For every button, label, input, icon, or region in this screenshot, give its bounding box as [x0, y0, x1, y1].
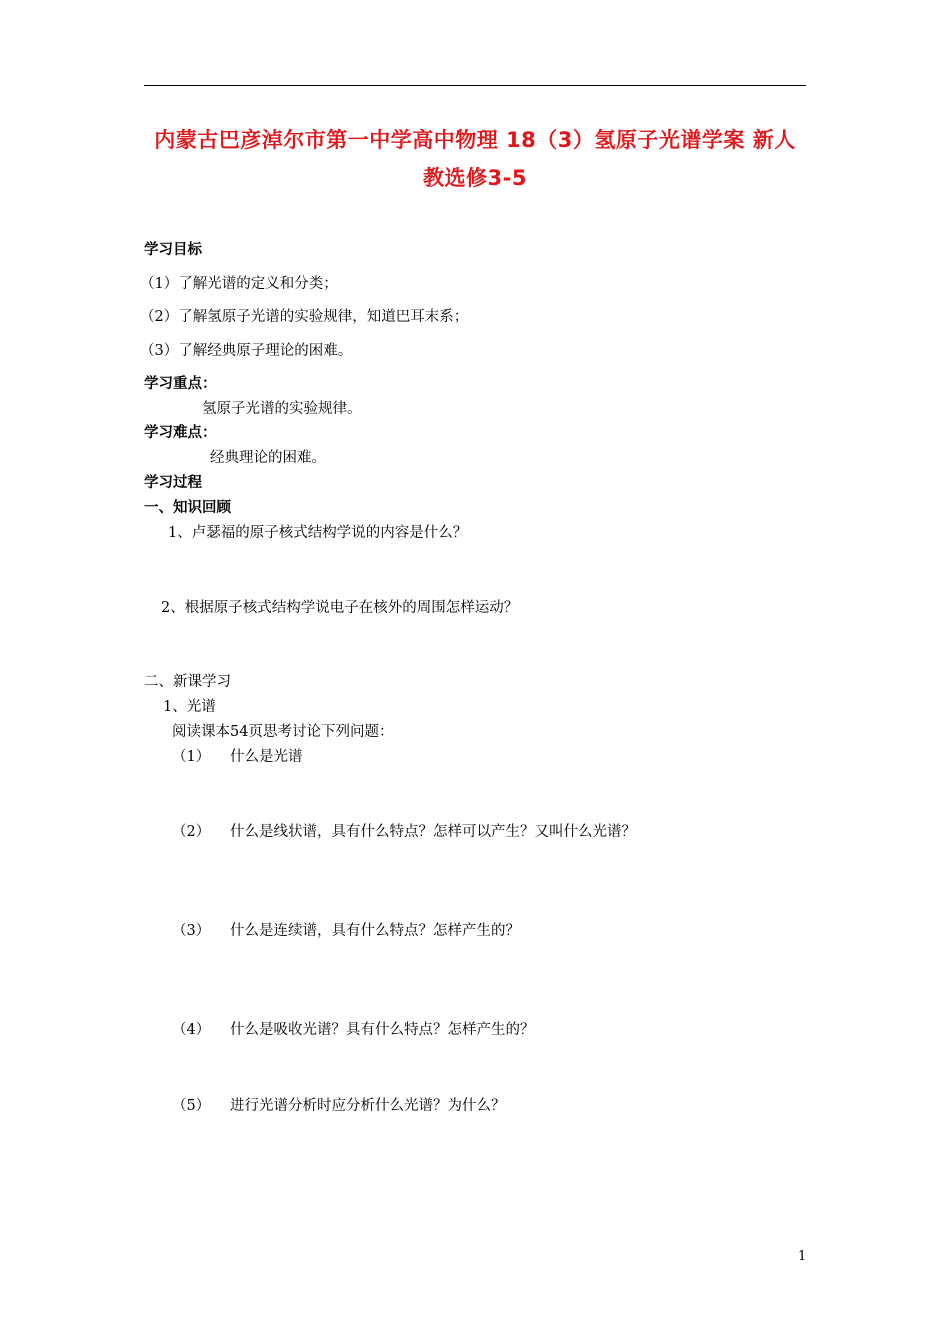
header-rule: [144, 85, 806, 86]
lesson-question-3-text: 什么是连续谱，具有什么特点？怎样产生的？: [230, 923, 520, 939]
lesson-question-1: [172, 745, 303, 766]
document-title-line-2: 教选修3-5: [423, 166, 527, 190]
lesson-question-4-number: （4）: [172, 1022, 211, 1038]
reading-instruction: 阅读课本54页思考讨论下列问题：: [172, 724, 394, 740]
objectives-heading: 学习目标: [144, 242, 202, 258]
lesson-question-1-text: 什么是光谱: [230, 749, 303, 765]
spectrum-subheading: 1、光谱: [163, 699, 216, 715]
lesson-question-4: [172, 1018, 535, 1039]
lesson-question-4-text: 什么是吸收光谱？具有什么特点？怎样产生的？: [230, 1022, 535, 1038]
process-heading: 学习过程: [144, 475, 202, 491]
objective-item-1: （1）了解光谱的定义和分类；: [140, 276, 338, 292]
review-question-1: 1、卢瑟福的原子核式结构学说的内容是什么？: [168, 525, 468, 541]
lesson-question-2-number: （2）: [172, 824, 211, 840]
lesson-question-3-number: （3）: [172, 923, 211, 939]
lesson-question-5-text: 进行光谱分析时应分析什么光谱？为什么？: [230, 1098, 506, 1114]
lesson-question-3: [172, 919, 520, 940]
review-question-2: 2、根据原子核式结构学说电子在核外的周围怎样运动？: [161, 600, 519, 616]
difficulty-text: 经典理论的困难。: [210, 450, 326, 466]
objective-item-3: （3）了解经典原子理论的困难。: [140, 343, 353, 359]
lesson-question-5-number: （5）: [172, 1098, 211, 1114]
lesson-question-2-text: 什么是线状谱，具有什么特点？怎样可以产生？又叫什么光谱？: [230, 824, 636, 840]
lesson-question-5: [172, 1094, 506, 1115]
difficulty-heading: 学习难点：: [144, 425, 217, 441]
review-heading: 一、知识回顾: [144, 500, 231, 516]
page-number: 1: [798, 1249, 807, 1264]
key-point-text: 氢原子光谱的实验规律。: [202, 401, 362, 417]
objective-item-2: （2）了解氢原子光谱的实验规律，知道巴耳末系；: [140, 309, 469, 325]
new-lesson-heading: 二、新课学习: [144, 674, 231, 690]
document-title-line-1: 内蒙古巴彦淖尔市第一中学高中物理 18（3）氢原子光谱学案 新人: [154, 128, 796, 152]
lesson-question-2: [172, 820, 636, 841]
lesson-question-1-number: （1）: [172, 749, 211, 765]
key-point-heading: 学习重点：: [144, 376, 217, 392]
